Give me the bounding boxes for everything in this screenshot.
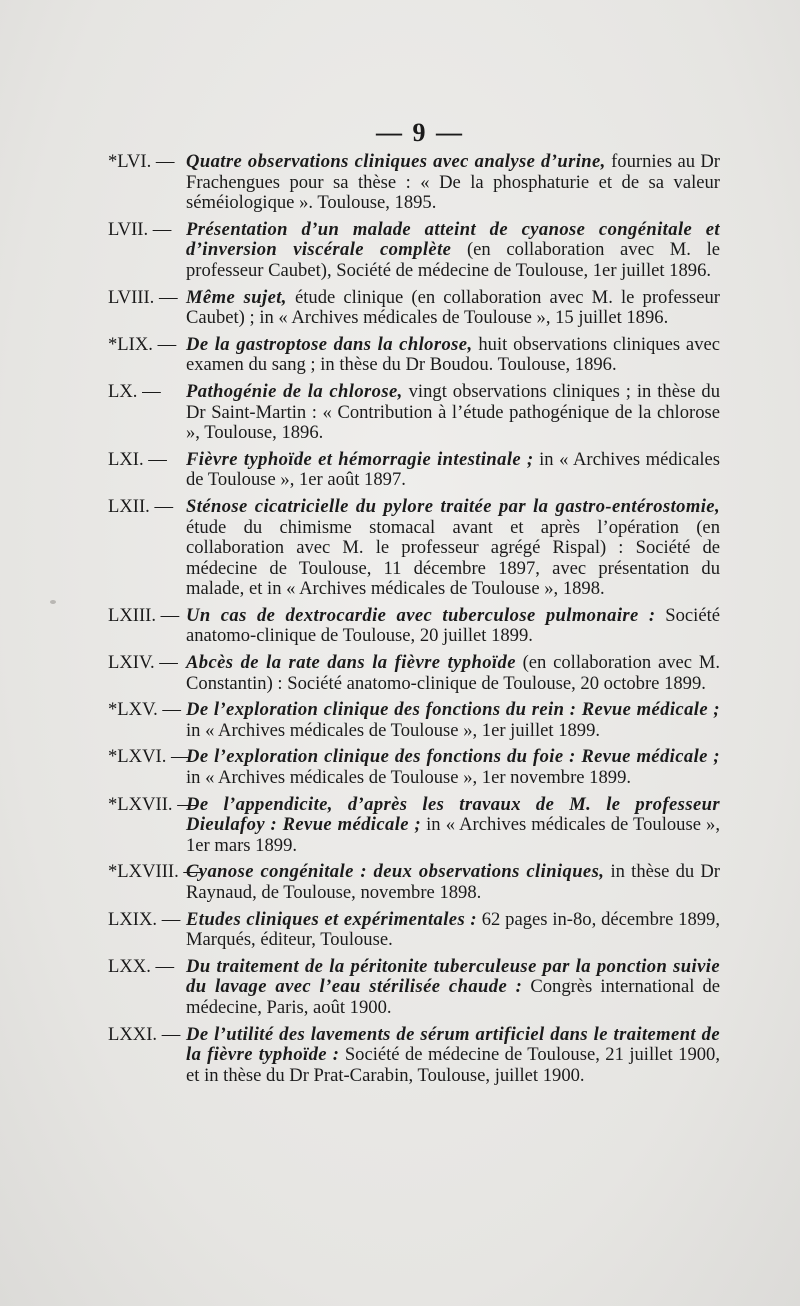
entry-label: LXII. — [108,495,174,517]
entry-details: in « Archives médicales de Toulouse », 1er août 1897. [186,448,720,491]
entry-details: (en collaboration avec M. Constantin) : Société anatomo-clinique de Toulouse, 20 octobre 1899. [186,652,720,694]
bibliography-entry [108,747,720,788]
entry-title: Abcès de la rate dans la fièvre typhoïde [186,652,516,674]
entry-details: étude clinique (en collaboration avec M. le professeur Caubet) ; in « Archives médicales de Toulouse », 15 juillet 1896. [186,286,720,329]
paper-speck [50,600,56,604]
entry-label: *LXVII. — [108,793,196,815]
entry-label: *LXVI. — [108,746,190,768]
entry-title: De la gastroptose dans la chlorose, [186,333,473,355]
entry-title: De l’exploration clinique des fonctions du rein : Revue médicale ; [186,699,720,721]
entry-title: Cyanose congénitale : deux observations cliniques, [186,861,605,883]
entry-title: Sténose cicatricielle du pylore traitée par la gastro-entérostomie, [186,495,720,517]
entry-details: in « Archives médicales de Toulouse », 1er mars 1899. [186,814,720,856]
entry-title: De l’utilité des lavements de sérum artificiel dans le traitement de la fièvre typhoïde : [186,1023,720,1066]
entry-title: Pathogénie de la chlorose, [186,380,403,402]
entry-details: Congrès international de médecine, Paris, août 1900. [186,976,721,1018]
entry-details: 62 pages in-8o, décembre 1899, Marqués, éditeur, Toulouse. [186,908,720,951]
bibliography-entry [108,862,720,903]
entry-label: *LIX. — [108,333,177,355]
entry-label: LXX. — [108,955,175,977]
bibliography-entry [108,957,720,1019]
entry-title: Même sujet, [186,286,287,308]
bibliography-entry [108,335,720,376]
entry-details: Société anatomo-clinique de Toulouse, 20 juillet 1899. [186,604,720,647]
bibliography-entry [108,700,720,741]
bibliography-entry [108,653,720,694]
entry-label: *LXV. — [108,699,182,721]
entry-label: LXI. — [108,448,167,470]
entry-label: LXXI. — [108,1023,181,1045]
entry-title: Fièvre typhoïde et hémorragie intestinale ; [186,448,534,470]
entry-details: vingt observations cliniques ; in thèse du Dr Saint-Martin : « Contribution à l’étude pathogénique de la chlorose », Toulouse, 1896. [186,380,720,444]
bibliography-entry [108,497,720,600]
entry-label: LX. — [108,380,161,402]
entry-details: in « Archives médicales de Toulouse », 1er novembre 1899. [186,767,632,789]
entry-title: Etudes cliniques et expérimentales : [186,908,477,930]
entry-label: LVIII. — [108,286,178,308]
entry-title: Quatre observations cliniques avec analyse d’urine, [186,151,606,172]
entry-label: *LXVIII. — [108,861,202,883]
bibliography-entry [108,795,720,857]
entry-title: Du traitement de la péritonite tuberculeuse par la ponction suivie du lavage avec l’eau stérilisée chaude : [186,955,720,998]
entry-details: huit observations cliniques avec examen du sang ; in thèse du Dr Boudou. Toulouse, 1896. [186,333,720,376]
entry-label: LXIV. — [108,652,178,674]
bibliography-entry [108,606,720,647]
entry-title: De l’exploration clinique des fonctions du foie : Revue médicale ; [186,746,720,768]
entry-label: *LVI. — [108,151,175,172]
bibliography-entry [108,910,720,951]
bibliography-list [108,152,720,1092]
entry-label: LVII. — [108,218,172,240]
entry-title: De l’appendicite, d’après les travaux de M. le professeur Dieulafoy : Revue médicale ; [186,793,720,836]
bibliography-entry [108,152,720,214]
entry-label: LXIX. — [108,908,181,930]
entry-title: Présentation d’un malade atteint de cyanose congénitale et d’inversion viscérale complète [186,218,720,261]
bibliography-entry [108,288,720,329]
entry-details: (en collaboration avec M. le professeur Caubet), Société de médecine de Toulouse, 1er juillet 1896. [186,239,720,281]
entry-label: LXIII. — [108,604,180,626]
entry-details: in « Archives médicales de Toulouse », 1er juillet 1899. [186,719,601,741]
entry-details: in thèse du Dr Raynaud, de Toulouse, novembre 1898. [186,861,720,903]
bibliography-entry [108,450,720,491]
entry-details: fournies au Dr Frachengues pour sa thèse : « De la phosphaturie et de sa valeur séméiologique ». Toulouse, 1895. [186,151,720,214]
entry-title: Un cas de dextrocardie avec tuberculose pulmonaire : [186,604,656,626]
entry-details: Société de médecine de Toulouse, 21 juillet 1900, et in thèse du Dr Prat-Carabin, Toulouse, juillet 1900. [186,1044,720,1086]
bibliography-entry [108,1025,720,1087]
entry-details: étude du chimisme stomacal avant et après l’opération (en collaboration avec M. le professeur agrégé Rispal) : Société de médecine de Toulouse, 11 décembre 1897, avec présentation du malade, et in « Archives médicales de Toulouse », 1898. [186,516,720,600]
page-number: — 9 — [376,118,464,147]
bibliography-entry [108,220,720,282]
bibliography-entry [108,382,720,444]
